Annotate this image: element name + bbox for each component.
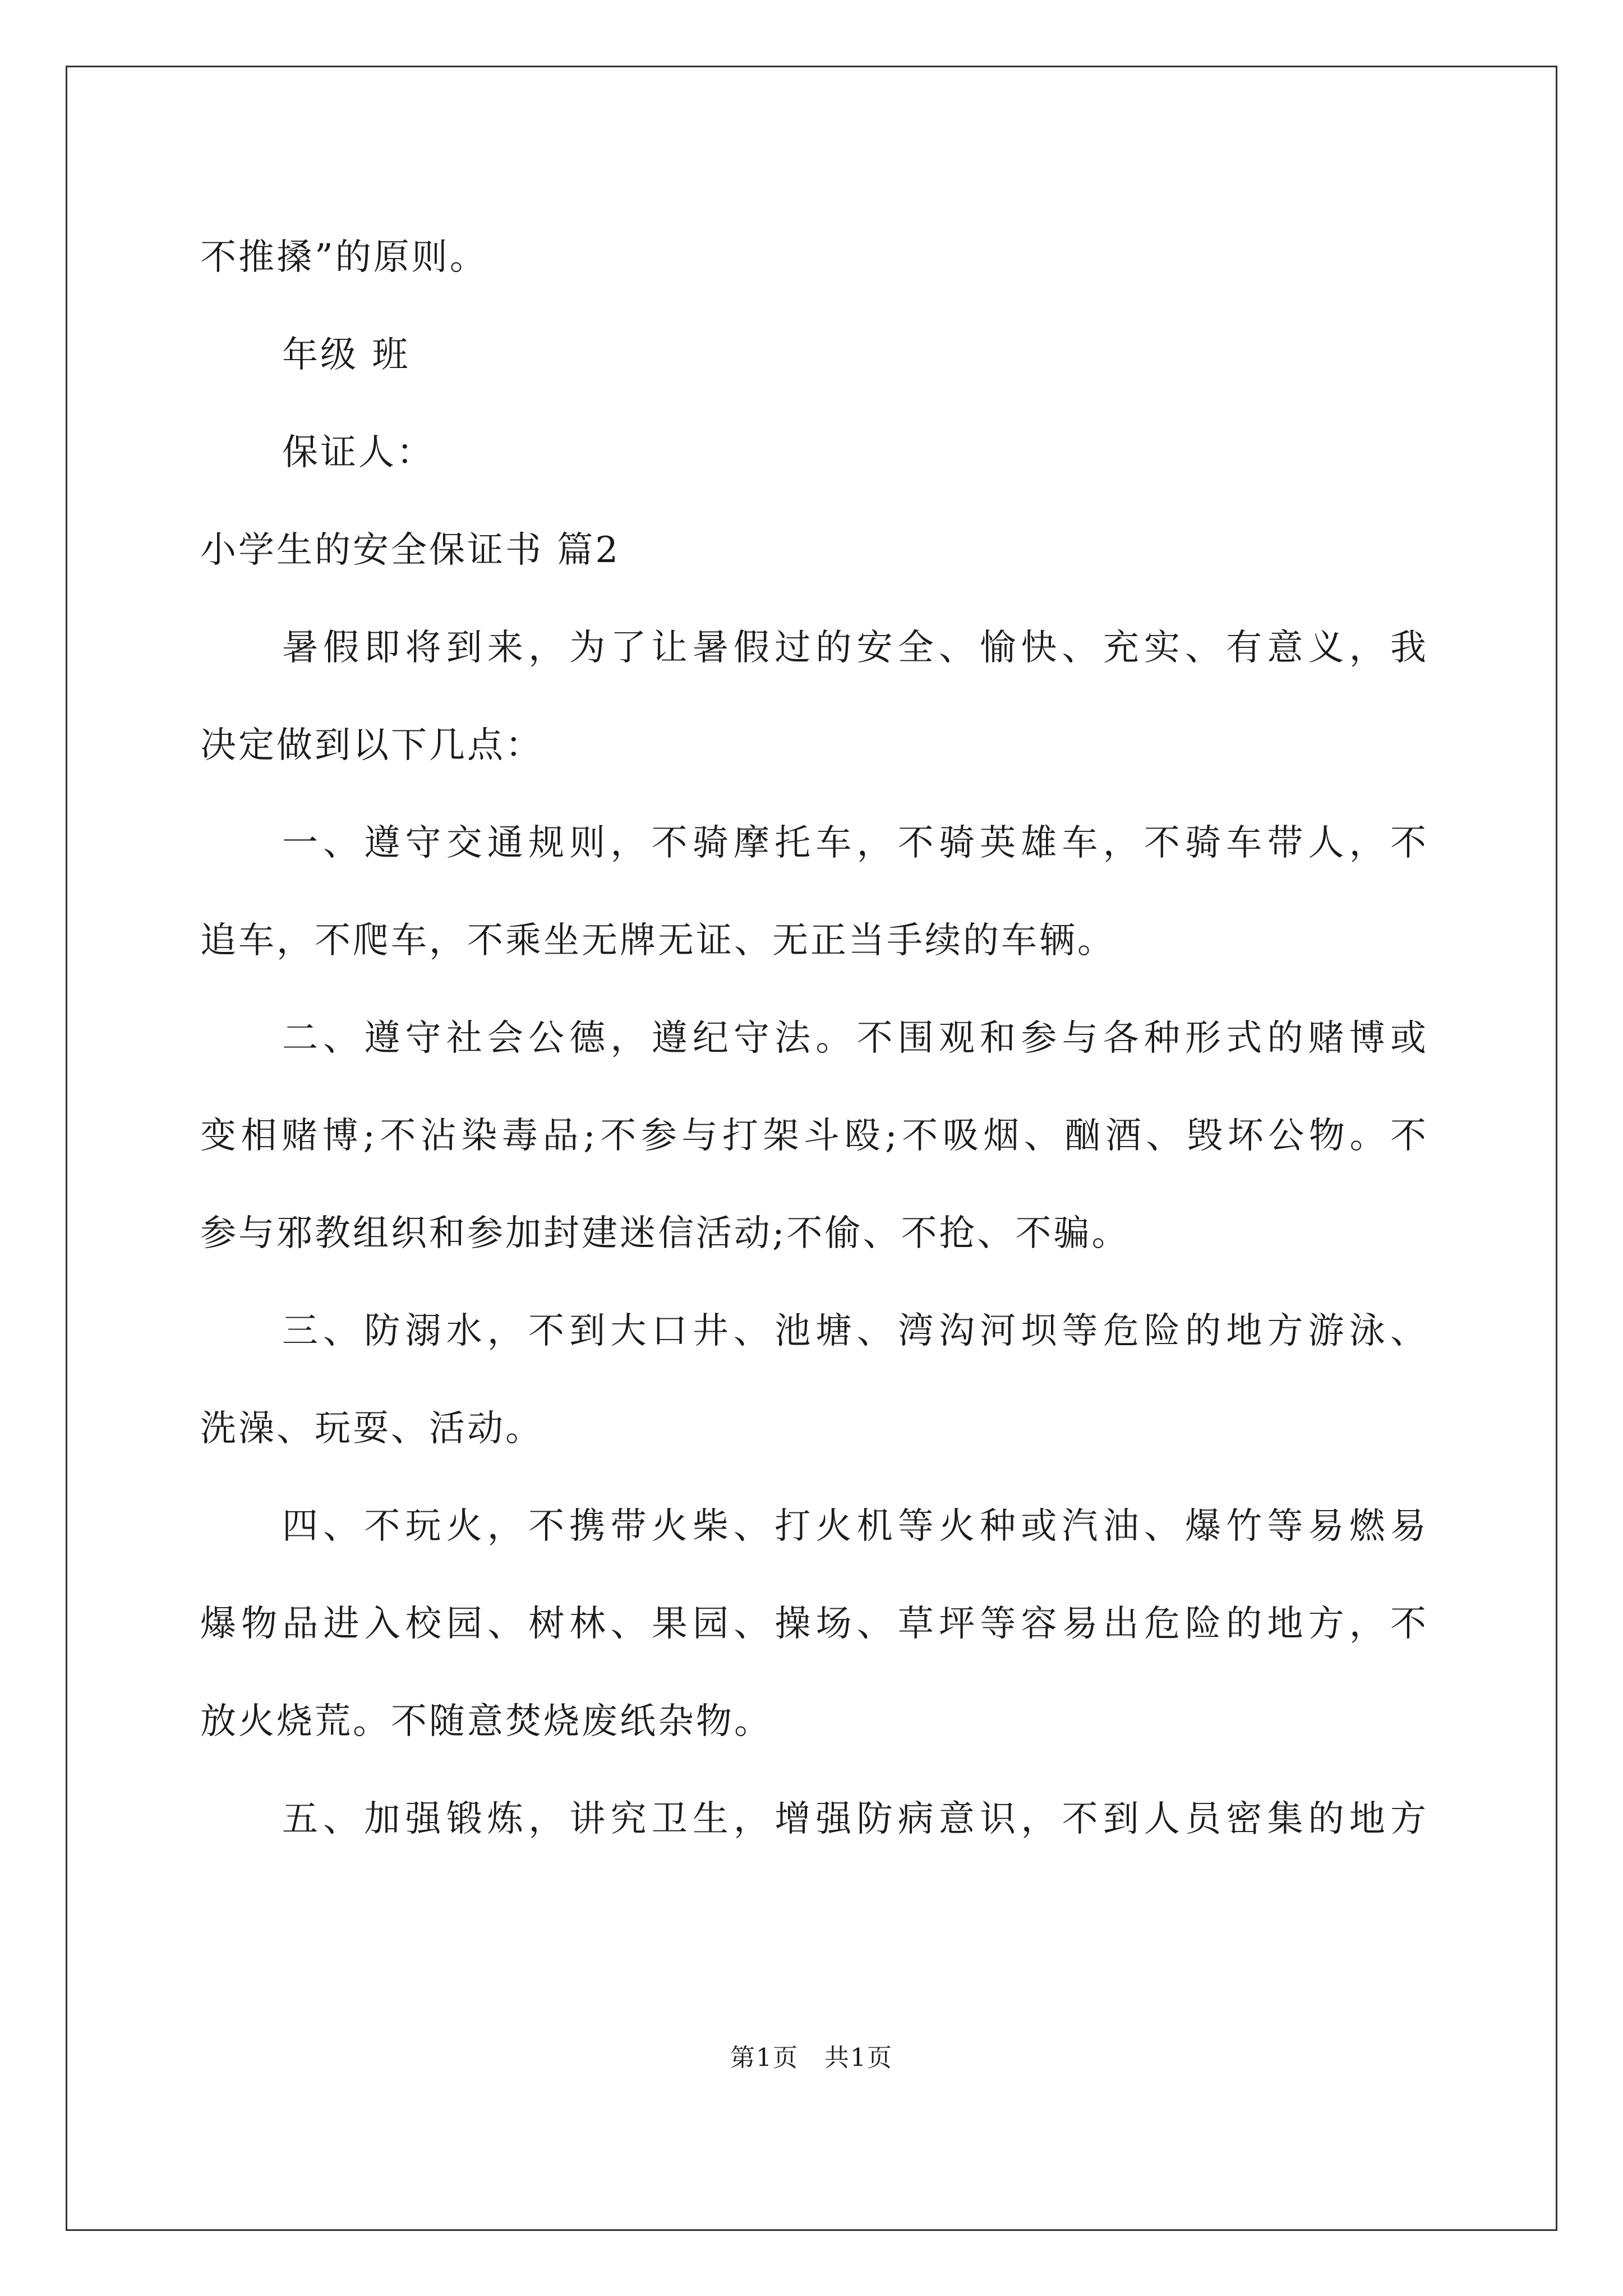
text-line: 洗澡、玩耍、活动。 — [200, 1408, 543, 1450]
text-line: 参与邪教组织和参加封建迷信活动;不偷、不抢、不骗。 — [200, 1213, 1130, 1254]
page-number-footer: 第1页 共1页 — [730, 2044, 893, 2072]
document-body — [200, 209, 1428, 1868]
text-line: 追车，不爬车，不乘坐无牌无证、无正当手续的车辆。 — [200, 920, 1115, 961]
text-line: 一、遵守交通规则，不骑摩托车，不骑英雄车，不骑车带人，不 — [282, 822, 1428, 864]
text-line: 三、防溺水，不到大口井、池塘、湾沟河坝等危险的地方游泳、 — [282, 1310, 1428, 1352]
text-line: 不推搡”的原则。 — [200, 237, 488, 278]
section-heading: 小学生的安全保证书 篇2 — [200, 530, 621, 571]
text-line: 四、不玩火，不携带火柴、打火机等火种或汽油、爆竹等易燃易 — [282, 1506, 1428, 1547]
text-line: 二、遵守社会公德，遵纪守法。不围观和参与各种形式的赌博或 — [282, 1018, 1428, 1059]
text-line: 五、加强锻炼，讲究卫生，增强防病意识，不到人员密集的地方 — [282, 1798, 1428, 1840]
text-line: 年级 班 — [282, 334, 411, 376]
text-line: 保证人： — [282, 432, 435, 473]
text-line: 暑假即将到来，为了让暑假过的安全、愉快、充实、有意义，我 — [282, 627, 1428, 669]
text-line: 决定做到以下几点： — [200, 725, 543, 766]
text-line: 爆物品进入校园、树林、果园、操场、草坪等容易出危险的地方，不 — [200, 1603, 1428, 1645]
text-line: 变相赌博;不沾染毒品;不参与打架斗殴;不吸烟、酗酒、毁坏公物。不 — [200, 1115, 1428, 1157]
text-line: 放火烧荒。不随意焚烧废纸杂物。 — [200, 1701, 772, 1742]
